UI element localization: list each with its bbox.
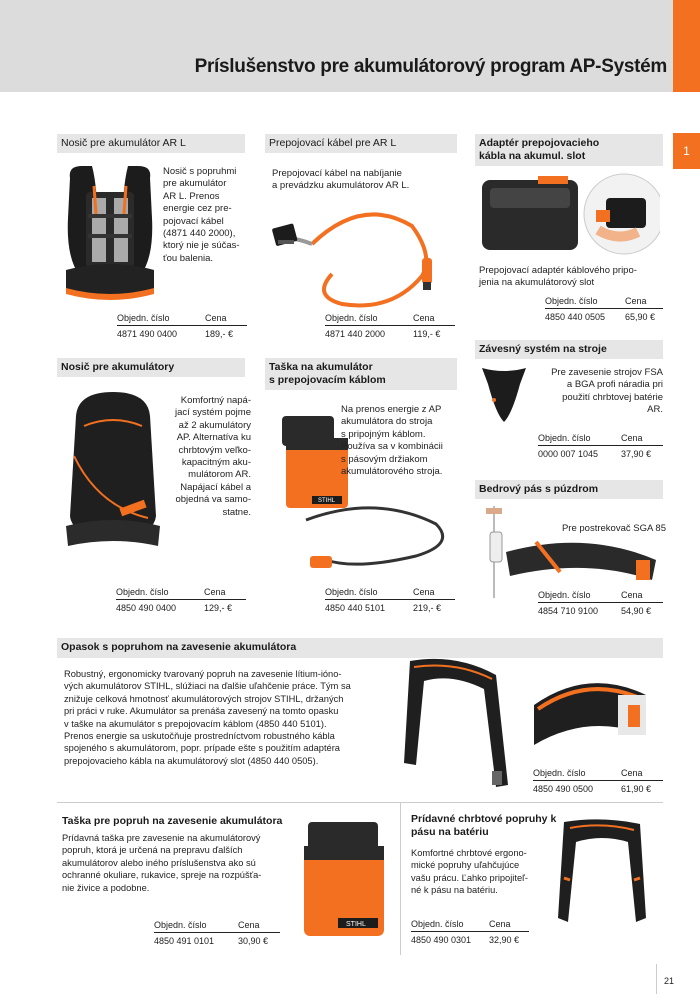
product-title: Prídavné chrbtové popruhy k pásu na batériu	[411, 813, 557, 838]
product-description: Komfortný napá- jací systém pojme až 2 akumulátory AP. Alternatíva ku chrbtovým veľko- kapacitným aku- mulátorom AR. Napájací kábel a objedná va samo- statne.	[174, 395, 251, 518]
page-number: 21	[664, 976, 675, 986]
backpack-frame-image	[58, 158, 162, 308]
order-no: 4871 440 2000	[325, 329, 386, 339]
product-description: Pre zavesenie strojov FSA a BGA profi náradia pri použití chrbtovej batérie AR.	[551, 367, 663, 416]
price-label: Cena	[204, 587, 226, 597]
price: 37,90 €	[621, 449, 652, 459]
product-title: Taška pre popruh na zavesenie akumulátora	[62, 815, 283, 827]
column-divider	[400, 803, 401, 955]
order-no-label: Objedn. číslo	[538, 433, 591, 443]
product-title: Taška na akumulátor s prepojovacím káblom	[265, 358, 457, 390]
hip-belt-image	[476, 502, 666, 602]
shoulder-strap-image	[396, 655, 516, 795]
product-description: Prídavná taška pre zavesenie na akumulátorový popruh, ktorá je určená na prepravu ďalších akumulátorov alebo iného príslušenstva ako sú ochranné okuliare, rukavice, spreje na rozpúšťa- nie živice a podobne.	[62, 833, 262, 893]
stihl-logo: STIHL	[346, 921, 366, 928]
price-label: Cena	[621, 768, 643, 778]
order-no: 4850 440 0505	[545, 312, 606, 322]
price: 54,90 €	[621, 606, 652, 616]
price: 61,90 €	[621, 784, 652, 794]
product-description: Nosič s popruhmi pre akumulátor AR L. Prenos energie cez pre- pojovací kábel (4871 440 2000), ktorý nie je súčas- ťou balenia.	[163, 166, 240, 264]
price: 65,90 €	[625, 312, 656, 322]
order-no-label: Objedn. číslo	[538, 590, 591, 600]
order-no-label: Objedn. číslo	[325, 313, 378, 323]
header-side-tab	[673, 0, 700, 92]
back-straps-image	[550, 818, 654, 930]
price-label: Cena	[621, 590, 643, 600]
product-title: Závesný systém na stroje	[475, 340, 663, 359]
accessory-bag-image	[298, 818, 390, 940]
order-table	[117, 313, 247, 339]
order-table	[325, 313, 455, 339]
price: 119,- €	[413, 329, 441, 339]
price-label: Cena	[625, 296, 647, 306]
order-no: 0000 007 1045	[538, 449, 599, 459]
product-description: Prepojovací kábel na nabíjanie a prevádzku akumulátorov AR L.	[272, 168, 410, 192]
order-no-label: Objedn. číslo	[116, 587, 169, 597]
bag-cable-image	[296, 500, 456, 580]
product-title: Prepojovací kábel pre AR L	[265, 134, 457, 153]
section-divider	[57, 802, 663, 803]
product-title: Nosič pre akumulátor AR L	[57, 134, 245, 153]
order-no: 4854 710 9100	[538, 606, 599, 616]
product-title: Nosič pre akumulátory	[57, 358, 245, 377]
price-label: Cena	[621, 433, 643, 443]
order-table	[545, 296, 663, 322]
price-label: Cena	[238, 920, 260, 930]
order-no-label: Objedn. číslo	[154, 920, 207, 930]
footer-divider	[656, 964, 657, 994]
order-no-label: Objedn. číslo	[545, 296, 598, 306]
price: 189,- €	[205, 329, 234, 339]
price-label: Cena	[413, 313, 435, 323]
order-no: 4850 490 0301	[411, 935, 472, 945]
product-description: Komfortné chrbtové ergono- mické popruhy uľahčujúce vašu prácu. Ľahko pripojiteľ- né k pásu na batériu.	[411, 848, 528, 896]
header-band	[0, 0, 673, 92]
price-label: Cena	[489, 919, 511, 929]
price: 219,- €	[413, 603, 442, 613]
order-no: 4850 490 0400	[116, 603, 177, 613]
product-description: Robustný, ergonomicky tvarovaný popruh na zavesenie lítium-iónо- vých akumulátorov STIHL, slúžiaci na ďalšie uľahčenie práce. Tým sa znižuje celková hmotnosť akumulátorových strojov STIHL, držaných pri práci v ruke. Akumulátor sa prenáša zavesený na tomto opasku v taške na akumulátor s prepojovacím káblom (4850 440 5101). Prenos energie sa uskutočňuje prostredníctvom robustného kábla spojeného s akumulátorom, popr. prípade ešte s použitím adaptéra prepojovacieho kábla na akumulátorový slot (4850 440 0505).	[64, 669, 351, 766]
order-no: 4850 490 0500	[533, 784, 594, 794]
order-no-label: Objedn. číslo	[117, 313, 170, 323]
order-no: 4871 490 0400	[117, 329, 178, 339]
battery-belt-image	[528, 665, 654, 755]
product-title: Adaptér prepojovacieho kábla na akumul. slot	[475, 134, 663, 166]
order-table	[538, 433, 663, 459]
order-no: 4850 440 5101	[325, 603, 386, 613]
price-label: Cena	[205, 313, 227, 323]
product-title: Opasok s popruhom na zavesenie akumulátora	[57, 638, 663, 658]
order-table	[411, 919, 529, 945]
adapter-image	[478, 170, 660, 258]
order-table	[154, 920, 280, 946]
price: 32,90 €	[489, 935, 520, 945]
price: 129,- €	[204, 603, 233, 613]
product-description: Prepojovací adaptér káblového pripo- jenia na akumulátorový slot	[479, 265, 637, 289]
stihl-logo: STIHL	[318, 498, 336, 504]
order-no-label: Objedn. číslo	[325, 587, 378, 597]
order-table	[533, 768, 663, 794]
order-table	[116, 587, 246, 613]
chapter-tab: 1	[673, 133, 700, 169]
order-no-label: Objedn. číslo	[533, 768, 586, 778]
order-table	[538, 590, 663, 616]
price: 30,90 €	[238, 936, 269, 946]
page-title: Príslušenstvo pre akumulátorový program AP-Systém	[194, 56, 667, 77]
price-label: Cena	[413, 587, 435, 597]
order-no-label: Objedn. číslo	[411, 919, 464, 929]
harness-image	[476, 364, 532, 426]
product-description: Na prenos energie z AP akumulátora do stroja s pripojným káblom. Používa sa v kombinácii s pásovým držiakom akumulátorového stroja.	[341, 404, 443, 478]
cable-image	[272, 196, 432, 312]
order-no: 4850 491 0101	[154, 936, 215, 946]
product-description: Pre postrekovač SGA 85	[561, 523, 666, 534]
backpack-image	[58, 386, 168, 562]
product-title: Bedrový pás s púzdrom	[475, 480, 663, 499]
order-table	[325, 587, 455, 613]
